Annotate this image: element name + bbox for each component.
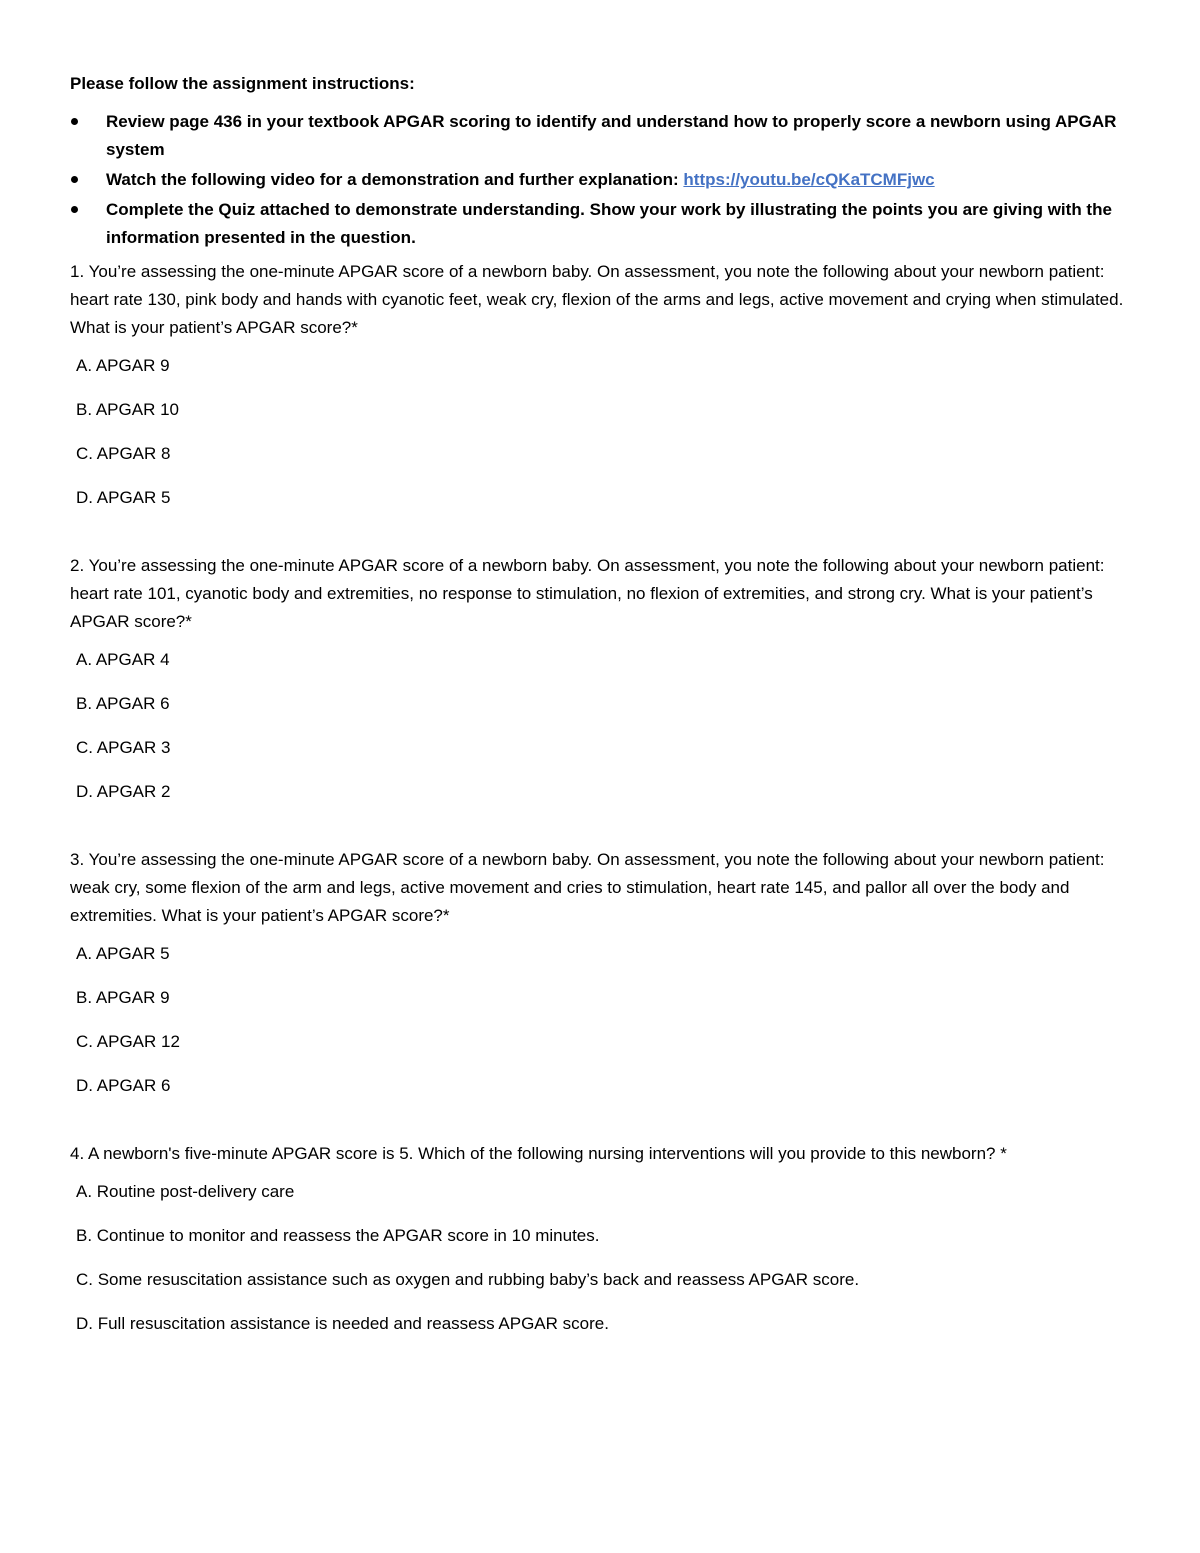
instruction-text: Watch the following video for a demonstration and further explanation:	[106, 170, 684, 189]
answer-option: B. APGAR 6	[76, 694, 170, 713]
instruction-item-review	[70, 108, 1130, 164]
bullet-icon	[71, 118, 78, 125]
answer-option: D. APGAR 2	[76, 782, 171, 801]
answer-option: B. Continue to monitor and reassess the APGAR score in 10 minutes.	[76, 1226, 600, 1245]
question-text: 4. A newborn's five-minute APGAR score is 5. Which of the following nursing interventions will you provide to this newborn? *	[70, 1144, 1007, 1163]
question-text: 1. You’re assessing the one-minute APGAR score of a newborn baby. On assessment, you note the following about your newborn patient: heart rate 130, pink body and hands with cyanotic feet, weak cry, flexion of the arms and legs, active movement and crying when stimulated. What is your patient’s APGAR score?*	[70, 262, 1124, 337]
instruction-item-quiz	[70, 196, 1130, 252]
instructions-heading: Please follow the assignment instructions:	[70, 74, 415, 93]
answer-option: B. APGAR 9	[76, 988, 170, 1007]
answer-option: A. APGAR 4	[76, 650, 170, 669]
answer-option: C. APGAR 8	[76, 444, 171, 463]
instruction-text: Complete the Quiz attached to demonstrate understanding. Show your work by illustrating the points you are giving with the information presented in the question.	[106, 200, 1112, 247]
question-4	[70, 1140, 1130, 1338]
question-3	[70, 846, 1130, 1100]
answer-option: A. APGAR 5	[76, 944, 170, 963]
answer-option: B. APGAR 10	[76, 400, 179, 419]
answer-option: D. APGAR 6	[76, 1076, 171, 1095]
question-text: 3. You’re assessing the one-minute APGAR score of a newborn baby. On assessment, you note the following about your newborn patient: weak cry, some flexion of the arm and legs, active movement and cries to stimulation, heart rate 145, and pallor all over the body and extremities. What is your patient’s APGAR score?*	[70, 850, 1105, 925]
instruction-text: Review page 436 in your textbook APGAR scoring to identify and understand how to properly score a newborn using APGAR system	[106, 112, 1117, 159]
answer-option: A. Routine post-delivery care	[76, 1182, 295, 1201]
bullet-icon	[71, 206, 78, 213]
question-text: 2. You’re assessing the one-minute APGAR score of a newborn baby. On assessment, you note the following about your newborn patient: heart rate 101, cyanotic body and extremities, no response to stimulation, no flexion of extremities, and strong cry. What is your patient’s APGAR score?*	[70, 556, 1105, 631]
bullet-icon	[71, 176, 78, 183]
question-1	[70, 258, 1130, 512]
instruction-item-video	[70, 166, 1130, 194]
question-2	[70, 552, 1130, 806]
video-link[interactable]: https://youtu.be/cQKaTCMFjwc	[683, 170, 935, 189]
answer-option: D. Full resuscitation assistance is needed and reassess APGAR score.	[76, 1314, 609, 1333]
answer-option: C. Some resuscitation assistance such as oxygen and rubbing baby’s back and reassess APGAR score.	[76, 1270, 860, 1289]
instructions-list	[70, 108, 1130, 252]
answer-option: D. APGAR 5	[76, 488, 171, 507]
answer-option: A. APGAR 9	[76, 356, 170, 375]
document-page	[70, 70, 1130, 1378]
answer-option: C. APGAR 3	[76, 738, 171, 757]
answer-option: C. APGAR 12	[76, 1032, 180, 1051]
